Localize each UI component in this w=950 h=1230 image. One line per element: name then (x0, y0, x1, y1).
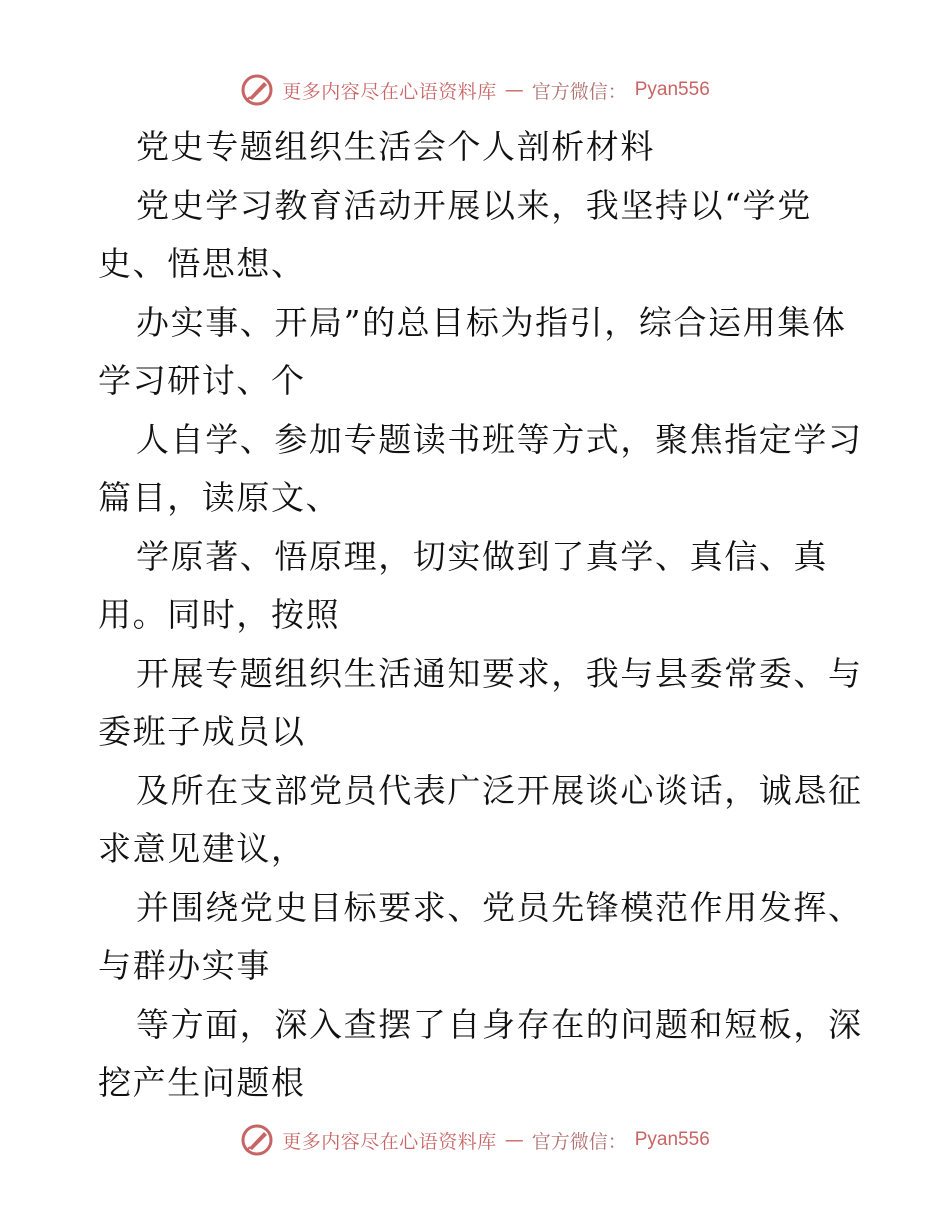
paragraph-line: 学习研讨、个 (98, 361, 306, 400)
paragraph-line: 并围绕党史目标要求、党员先锋模范作用发挥、 (136, 887, 863, 927)
paragraph-line: 与群办实事 (98, 946, 271, 985)
paragraph-line: 学原著、悟原理，切实做到了真学、真信、真 (136, 536, 828, 576)
paragraph-line: 挖产生问题根 (98, 1063, 306, 1102)
paragraph-line: 人自学、参加专题读书班等方式，聚焦指定学习 (136, 419, 863, 459)
paragraph-line: 开展专题组织生活通知要求，我与县委常委、与 (136, 653, 863, 693)
footer-watermark-banner (0, 1120, 950, 1160)
banner-separator: — (504, 79, 524, 101)
header-watermark-banner (0, 70, 950, 110)
document-body (98, 118, 863, 1113)
paragraph-line: 篇目，读原文、 (98, 478, 341, 517)
quill-logo-icon (240, 1123, 274, 1157)
paragraph-line: 及所在支部党员代表广泛开展谈心谈话，诚恳征 (136, 770, 863, 810)
paragraph-line: 史、悟思想、 (98, 244, 306, 283)
banner-text: 更多内容尽在心语资料库 (282, 1130, 497, 1153)
quill-logo-icon (240, 73, 274, 107)
banner-wechat-label: 官方微信： (531, 1130, 627, 1153)
paragraph-line: 党史学习教育活动开展以来，我坚持以“学党 (136, 185, 812, 225)
paragraph-line: 用。同时，按照 (98, 595, 341, 634)
banner-separator: — (504, 1129, 524, 1151)
banner-wechat-id: Pyan556 (634, 79, 710, 100)
paragraph-line: 办实事、开局”的总目标为指引，综合运用集体 (136, 302, 847, 342)
document-title: 党史专题组织生活会个人剖析材料 (136, 127, 655, 166)
paragraph-line: 等方面，深入查摆了自身存在的问题和短板，深 (136, 1004, 863, 1044)
paragraph-line: 委班子成员以 (98, 712, 306, 751)
banner-wechat-label: 官方微信： (531, 80, 627, 103)
paragraph-line: 求意见建议， (98, 829, 306, 868)
banner-text: 更多内容尽在心语资料库 (282, 80, 497, 103)
banner-wechat-id: Pyan556 (634, 1129, 710, 1150)
